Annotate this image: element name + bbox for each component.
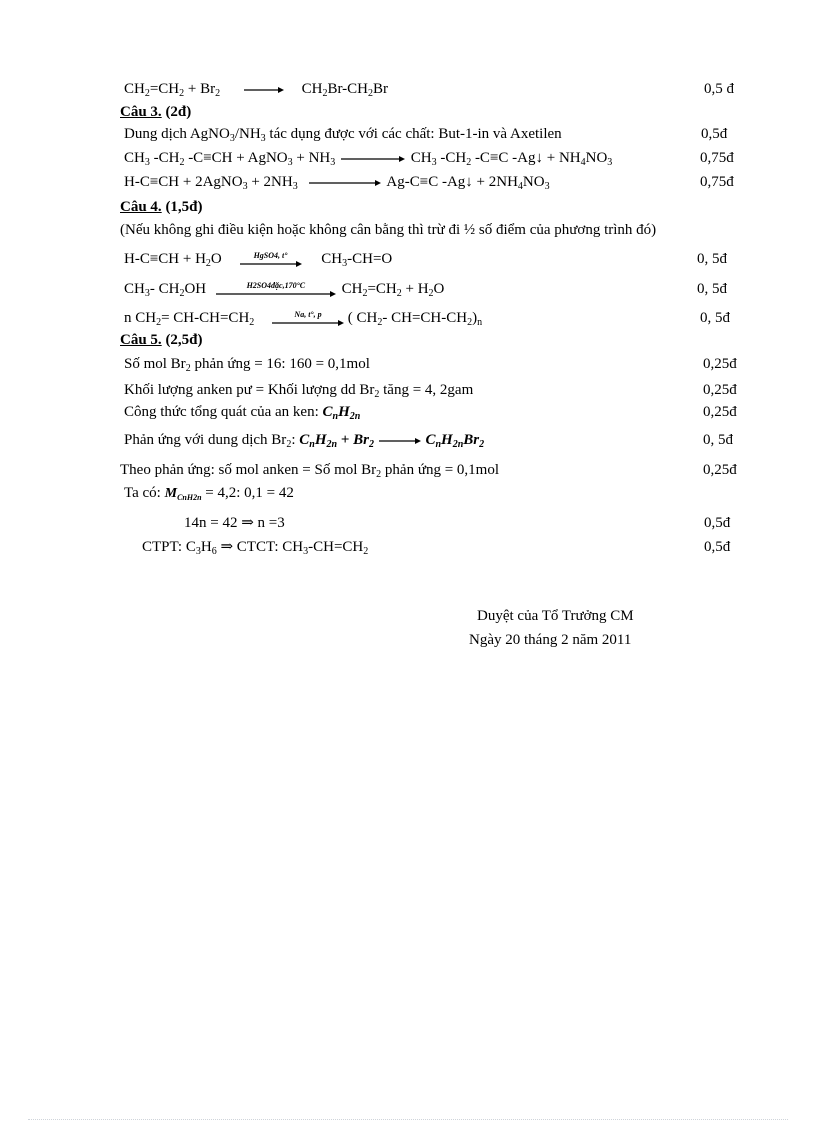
answer-line: Công thức tổng quát của an ken: $C_nH_{2n}$ bbox=[124, 404, 361, 422]
reaction-condition: H2SO4đặc,170°C bbox=[246, 281, 306, 291]
points: 0,25đ bbox=[703, 382, 737, 398]
precipitate-arrow-icon: ↓ bbox=[535, 150, 543, 166]
points: 0, 5đ bbox=[697, 251, 727, 267]
equation-butadiene-polymerization: n $CH_2= CH-CH=CH_2$ Na, t°, p ( $CH_2-$ $CH=CH-CH_2)_n$ bbox=[124, 310, 483, 328]
points: 0, 5đ bbox=[703, 432, 733, 448]
answer-line: Số mol $Br_2$ phản ứng = 16: 160 = 0,1mol bbox=[124, 356, 370, 374]
points: 0,5đ bbox=[704, 515, 731, 531]
points: 0,75đ bbox=[700, 174, 734, 190]
question-5-heading: Câu 5. (2,5đ) bbox=[120, 332, 203, 348]
reaction-arrow-icon bbox=[216, 290, 336, 298]
approval-date: Ngày 20 tháng 2 năm 2011 bbox=[469, 632, 632, 648]
points: 0,5 đ bbox=[704, 81, 734, 97]
conditional-arrow bbox=[240, 251, 302, 268]
answer-line: Dung dịch $AgNO_3/NH_3$ tác dụng được với các chất: But-1-in và Axetilen bbox=[124, 126, 562, 144]
answer-line: 14n = 42 ⇒ n =3 bbox=[184, 515, 285, 531]
reaction-arrow-icon bbox=[244, 85, 284, 95]
equation-butyne-silver: $CH_3$ $-CH_2$ -C≡CH + AgNO$_3$ + $NH_3$ $CH_3$ $-CH_2$ -C≡C -Ag↓ + $NH_4NO_3$ bbox=[124, 150, 613, 168]
reaction-arrow-icon bbox=[240, 260, 302, 268]
molar-mass-symbol: $M_{CnH2n}$ bbox=[164, 486, 202, 502]
approval-title: Duyệt của Tổ Trưởng CM bbox=[477, 608, 634, 624]
reaction-arrow-icon bbox=[341, 154, 405, 164]
points: 0,25đ bbox=[703, 462, 737, 478]
molar-mass-line: Ta có: $M_{CnH2n} = 4,2$: 0,1 = 42 bbox=[124, 485, 294, 502]
equation-alkene-bromine: Phản ứng với dung dịch $Br_2$: $C_nH_{2n} + Br_2$ $C_nH_{2n}Br_2$ bbox=[124, 432, 485, 450]
points: 0,25đ bbox=[703, 404, 737, 420]
reaction-arrow-icon bbox=[379, 436, 421, 446]
equation-ethylene-bromine: $CH_2=CH_2 + Br_2$ $CH_2Br-CH_2Br$ bbox=[124, 81, 388, 99]
points: 0, 5đ bbox=[700, 310, 730, 326]
page-bottom-divider bbox=[28, 1119, 788, 1120]
general-formula: $C_nH_{2n}$ bbox=[322, 404, 361, 422]
grading-note: (Nếu không ghi điều kiện hoặc không cân bằng thì trừ đi ½ số điểm của phương trình đó) bbox=[120, 222, 657, 238]
points: 0,5đ bbox=[704, 539, 731, 555]
points: 0,75đ bbox=[700, 150, 734, 166]
reaction-condition: HgSO4, t° bbox=[253, 251, 288, 261]
points: 0,5đ bbox=[701, 126, 728, 142]
precipitate-arrow-icon: ↓ bbox=[465, 174, 473, 190]
question-4-heading: Câu 4. (1,5đ) bbox=[120, 199, 203, 215]
answer-line: CTPT: $C_3H_6$ ⇒ CTCT: $CH_3-CH=CH_2$ bbox=[142, 539, 369, 557]
answer-line: Theo phản ứng: số mol anken = Số mol $Br_2$ phản ứng = 0,1mol bbox=[120, 462, 499, 480]
conditional-arrow bbox=[216, 281, 336, 298]
conditional-arrow bbox=[272, 310, 344, 327]
equation-acetylene-silver: H-C≡CH + 2AgNO$_3$ + $2NH_3$ Ag-C≡C -Ag↓ + $2NH_4NO_3$ bbox=[124, 174, 550, 192]
answer-line: Khối lượng anken pư = Khối lượng dd $Br_2$ tăng = 4, 2gam bbox=[124, 382, 474, 400]
equation-acetylene-hydration: $H-C\equiv CH + H_2O$ HgSO4, t° $CH_3-CH=O$ bbox=[124, 251, 393, 269]
reaction-arrow-icon bbox=[309, 178, 381, 188]
reaction-arrow-icon bbox=[272, 319, 344, 327]
equation-ethanol-dehydration: $CH_3-$ $CH_2OH$ H2SO4đặc,170°C $CH_2=CH_2 + H_2O$ bbox=[124, 281, 445, 299]
points: 0, 5đ bbox=[697, 281, 727, 297]
points: 0,25đ bbox=[703, 356, 737, 372]
reaction-condition: Na, t°, p bbox=[294, 310, 322, 320]
question-3-heading: Câu 3. (2đ) bbox=[120, 104, 192, 120]
